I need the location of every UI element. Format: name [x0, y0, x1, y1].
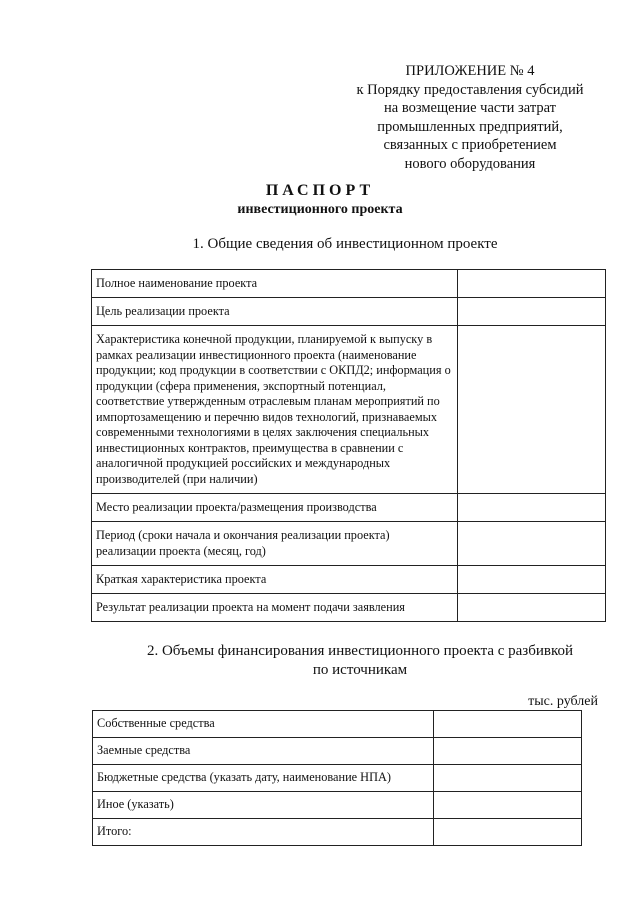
row-label: Место реализации проекта/размещения производства — [92, 494, 458, 522]
row-label: Собственные средства — [93, 711, 434, 738]
value-cell[interactable] — [457, 594, 605, 622]
section1-title: 1. Общие сведения об инвестиционном проекте — [192, 236, 498, 252]
table-row — [93, 792, 582, 819]
table-row — [93, 819, 582, 846]
section2-title-line: по источникам — [312, 662, 408, 678]
row-label: Полное наименование проекта — [92, 270, 458, 298]
general-info-table — [91, 269, 606, 622]
passport-subtitle: инвестиционного проекта — [237, 202, 403, 217]
value-cell[interactable] — [434, 738, 582, 765]
row-label: Цель реализации проекта — [92, 298, 458, 326]
section2-title-line: 2. Объемы финансирования инвестиционного проекта с разбивкой — [146, 643, 574, 659]
financing-table — [92, 710, 582, 846]
row-label: Заемные средства — [93, 738, 434, 765]
value-cell[interactable] — [434, 792, 582, 819]
table-row — [92, 594, 606, 622]
value-cell[interactable] — [434, 765, 582, 792]
appendix-title: ПРИЛОЖЕНИЕ № 4 — [405, 63, 535, 79]
row-label: Итого: — [93, 819, 434, 846]
value-cell[interactable] — [457, 494, 605, 522]
table-row — [92, 494, 606, 522]
value-cell[interactable] — [457, 326, 605, 494]
appendix-line: связанных с приобретением — [383, 137, 557, 153]
row-label: Характеристика конечной продукции, планируемой к выпуску в рамках реализации инвестиционного проекта (наименование продукции; код продукции в соответствии с ОКПД2; информация о продукции (сфера применения, экспортный потенциал, соответствие утвержденным отраслевым планам мероприятий по импортозамещению и перечню видов технологий, признаваемых современными технологиями в целях заключения специальных инвестиционных контрактов, преимущества в сравнении с аналогичной продукцией российских и международных производителей (при наличии) — [92, 326, 458, 494]
row-label: Период (сроки начала и окончания реализации проекта) реализации проекта (месяц, год) — [92, 522, 458, 566]
section2-title — [90, 642, 630, 680]
appendix-header — [330, 62, 610, 173]
value-cell[interactable] — [457, 522, 605, 566]
appendix-line: промышленных предприятий, — [377, 118, 563, 135]
appendix-line: на возмещение части затрат — [384, 100, 556, 116]
value-cell[interactable] — [434, 711, 582, 738]
row-label: Результат реализации проекта на момент подачи заявления — [92, 594, 458, 622]
row-label: Иное (указать) — [93, 792, 434, 819]
value-cell[interactable] — [457, 270, 605, 298]
units-label: тыс. рублей — [528, 694, 598, 709]
table-row — [93, 765, 582, 792]
appendix-line: нового оборудования — [404, 155, 536, 172]
table-row — [93, 711, 582, 738]
table-row — [93, 738, 582, 765]
table-row — [92, 298, 606, 326]
table-row — [92, 522, 606, 566]
row-label: Бюджетные средства (указать дату, наименование НПА) — [93, 765, 434, 792]
appendix-line: к Порядку предоставления субсидий — [356, 81, 584, 98]
table-row — [92, 566, 606, 594]
value-cell[interactable] — [457, 566, 605, 594]
table-row — [92, 326, 606, 494]
value-cell[interactable] — [434, 819, 582, 846]
table-row — [92, 270, 606, 298]
value-cell[interactable] — [457, 298, 605, 326]
passport-title: ПАСПОРТ — [265, 182, 375, 199]
row-label: Краткая характеристика проекта — [92, 566, 458, 594]
